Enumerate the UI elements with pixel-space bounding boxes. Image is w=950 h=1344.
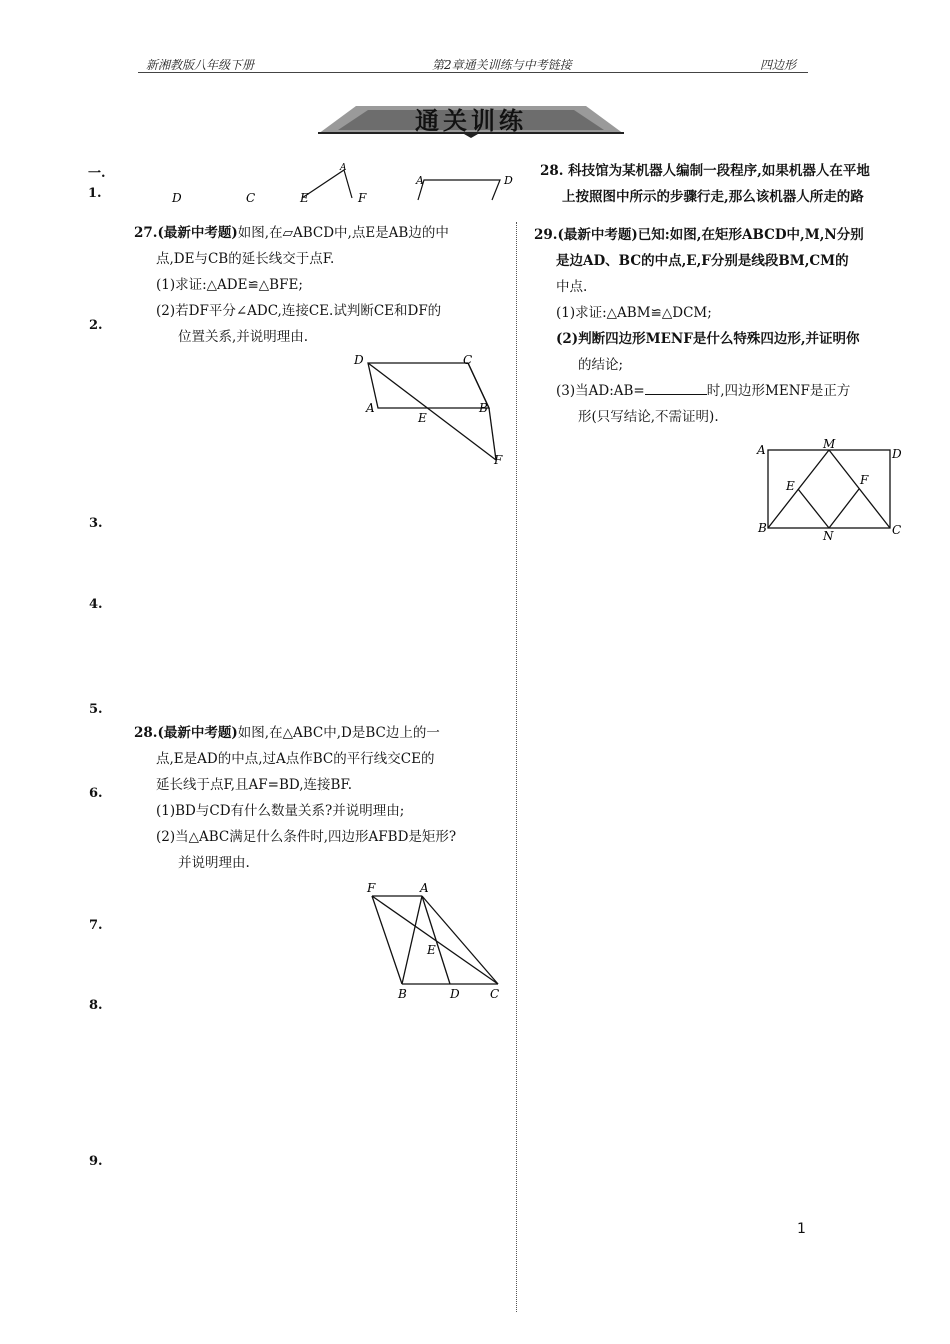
- section-marker: 一.: [88, 166, 106, 181]
- q28-label-A: A: [420, 881, 429, 895]
- column-divider: [516, 222, 517, 1312]
- question-28: [134, 720, 510, 876]
- q29-label-N: N: [823, 529, 834, 543]
- q27-label-E: E: [418, 411, 427, 425]
- q28-tag: (最新中考题): [157, 725, 238, 741]
- q27-number: 27.: [134, 225, 158, 241]
- margin-number-9: 9.: [89, 1154, 103, 1169]
- q29-label-M: M: [823, 437, 836, 451]
- q29-sub-3b: 形(只写结论,不需证明).: [578, 409, 719, 425]
- q29-sub-3: [534, 378, 914, 404]
- q28-figure: [362, 878, 512, 1004]
- q28-label-E: E: [427, 943, 436, 957]
- margin-number-8: 8.: [89, 998, 103, 1013]
- question-27: [134, 220, 510, 350]
- q29-label-B: B: [758, 521, 767, 535]
- q28-label-B: B: [398, 987, 407, 1001]
- q28-sub-2a: (2)当△ABC满足什么条件时,四边形AFBD是矩形?: [156, 829, 457, 845]
- q29-label-E: E: [786, 479, 795, 493]
- q29-tag: (最新中考题): [557, 227, 638, 243]
- q29-sub-2a: (2)判断四边形MENF是什么特殊四边形,并证明你: [556, 331, 860, 347]
- q28-line-FC: [372, 896, 498, 984]
- margin-number-5: 5.: [89, 702, 103, 717]
- header-rule: [138, 72, 808, 73]
- q27-figure: [348, 350, 512, 470]
- q28-sub-2b: 并说明理由.: [178, 855, 250, 871]
- q27-label-A: A: [366, 401, 375, 415]
- q28-label-F: F: [367, 881, 376, 895]
- q29-label-C: C: [892, 523, 902, 537]
- margin-number-3: 3.: [89, 516, 103, 531]
- q28-line-AC: [422, 896, 498, 984]
- q28-number: 28.: [134, 725, 158, 741]
- top-strip-right: [540, 158, 920, 205]
- q29-sub-3-suffix: 时,四边形MENF是正方: [706, 383, 851, 399]
- q29-line1: [534, 222, 914, 248]
- q27-tag: (最新中考题): [157, 225, 238, 241]
- q28-line-FB: [372, 896, 402, 984]
- q29-label-A: A: [757, 443, 766, 457]
- margin-number-7: 7.: [89, 918, 103, 933]
- svg-text:F: F: [358, 191, 367, 205]
- q29-number: 29.: [534, 227, 558, 243]
- margin-number-6: 6.: [89, 786, 103, 801]
- q27-label-B: B: [479, 401, 488, 415]
- q29-line-EN: [798, 489, 829, 528]
- q27-sub-2a: (2)若DF平分∠ADC,连接CE.试判断CE和DF的: [156, 303, 442, 319]
- q29-line-FN: [829, 489, 859, 528]
- q27-sub-1: (1)求证:△ADE≌△BFE;: [156, 277, 303, 293]
- q28-label-C: C: [490, 987, 500, 1001]
- page-number: 1: [797, 1221, 806, 1237]
- svg-text:C: C: [246, 191, 256, 205]
- q29-label-F: F: [860, 473, 869, 487]
- margin-number-2: 2.: [89, 318, 103, 333]
- q29-sub-1: (1)求证:△ABM≌△DCM;: [556, 305, 712, 321]
- q29-answer-blank[interactable]: [645, 382, 707, 395]
- q27-sub-2b: 位置关系,并说明理由.: [178, 329, 309, 345]
- q29-stem-2: 是边AD、BC的中点,E,F分别是线段BM,CM的: [556, 253, 849, 269]
- q27-stem-1: 如图,在▱ABCD中,点E是AB边的中: [237, 225, 449, 241]
- q27-label-C: C: [463, 353, 473, 367]
- q29-stem-1: 已知:如图,在矩形ABCD中,M,N分别: [637, 227, 864, 243]
- svg-text:D: D: [504, 174, 513, 187]
- q28-stem-1: 如图,在△ABC中,D是BC边上的一: [237, 725, 440, 741]
- svg-text:D: D: [172, 191, 182, 205]
- header-section-title: 四边形: [760, 58, 797, 72]
- cropped-question-28-line2: 上按照图中所示的步骤行走,那么该机器人所走的路: [562, 189, 864, 205]
- q29-figure: [752, 436, 912, 542]
- banner-title: 通关训练: [415, 106, 527, 135]
- q29-sub-3-prefix: (3)当AD:AB=: [556, 383, 645, 399]
- q27-stem-2: 点,DE与CB的延长线交于点F.: [156, 251, 335, 267]
- q27-line1: [134, 220, 510, 246]
- margin-number-4: 4.: [89, 597, 103, 612]
- q29-sub-2b: 的结论;: [578, 357, 624, 373]
- svg-text:E: E: [300, 191, 309, 205]
- cropped-figures: [168, 158, 513, 205]
- q29-label-D: D: [892, 447, 902, 461]
- question-29: [534, 222, 914, 430]
- header-book-title: 新湘教版八年级下册: [146, 58, 255, 72]
- q28-line-AB: [402, 896, 422, 984]
- q27-line-DF: [368, 363, 496, 460]
- q28-label-D: D: [450, 987, 460, 1001]
- question-number-1: 1.: [88, 186, 102, 201]
- top-strip-left: [88, 158, 518, 205]
- header-chapter-title: 第2章通关训练与中考链接: [432, 58, 572, 72]
- q27-label-D: D: [354, 353, 364, 367]
- q28-sub-1: (1)BD与CD有什么数量关系?并说明理由;: [156, 803, 405, 819]
- q28-stem-2: 点,E是AD的中点,过A点作BC的平行线交CE的: [156, 751, 435, 767]
- cropped-question-28-line1: 28. 科技馆为某机器人编制一段程序,如果机器人在平地: [540, 163, 870, 179]
- q28-stem-3: 延长线于点F,且AF=BD,连接BF.: [156, 777, 353, 793]
- svg-text:A: A: [340, 163, 347, 173]
- q29-stem-3: 中点.: [556, 279, 588, 295]
- q28-line1: [134, 720, 510, 746]
- svg-text:A: A: [416, 174, 424, 187]
- q27-label-F: F: [494, 453, 503, 467]
